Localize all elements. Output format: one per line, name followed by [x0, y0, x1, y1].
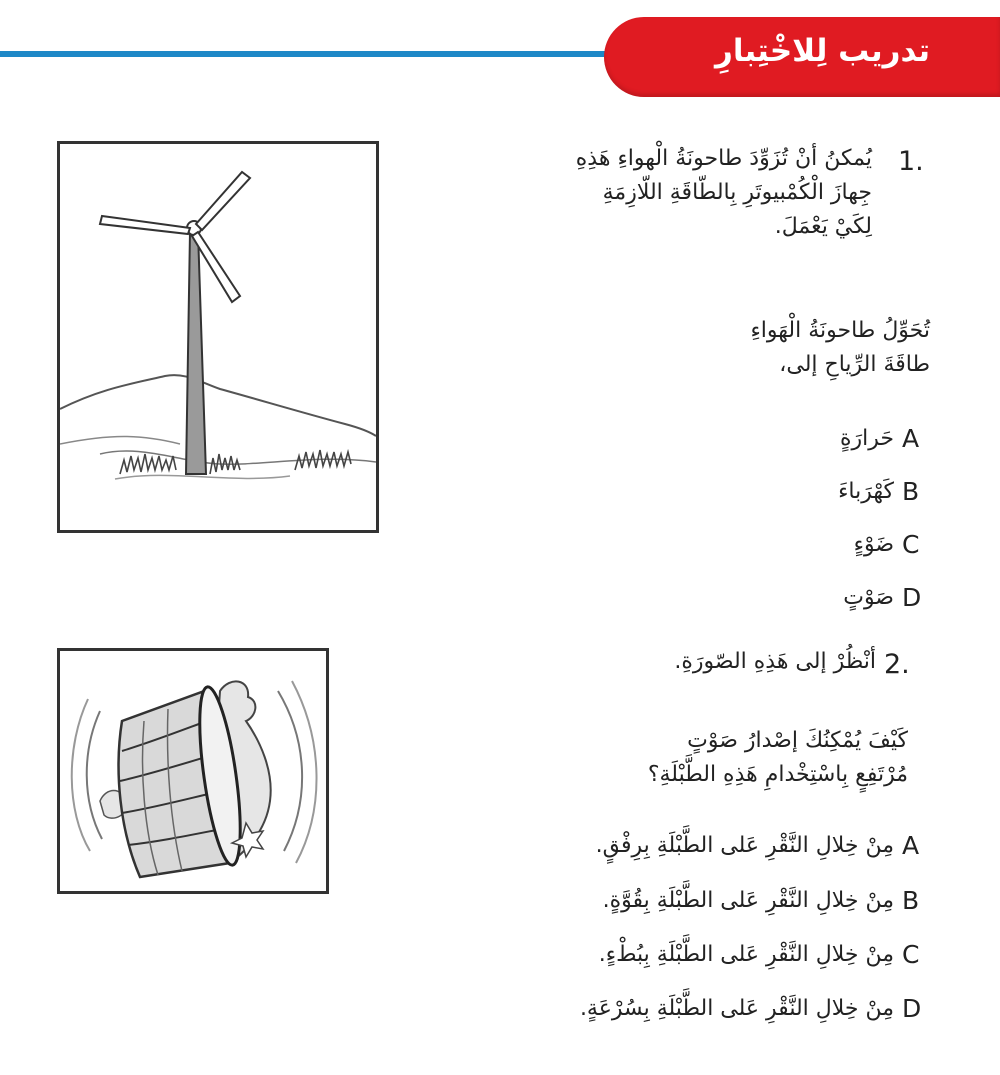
- option-letter: D: [902, 993, 922, 1023]
- question-2-option-d[interactable]: [580, 991, 928, 1025]
- question-1-option-b[interactable]: [838, 474, 928, 508]
- question-2-option-c[interactable]: [599, 937, 928, 971]
- question-1-number: 1.: [898, 146, 924, 177]
- question-2-option-a[interactable]: [596, 828, 928, 862]
- option-letter: B: [902, 476, 920, 506]
- question-2-prompt: [648, 724, 908, 792]
- wind-turbine-figure: [57, 141, 379, 533]
- option-letter: A: [902, 423, 920, 453]
- drum-figure: [57, 648, 329, 894]
- page-title: تدريب لِلاخْتِبارِ: [715, 33, 930, 69]
- question-2-option-b[interactable]: [603, 883, 928, 917]
- option-text: مِنْ خِلالِ النَّقْرِ عَلى الطَّبْلَةِ بِرِفْقٍ.: [595, 832, 894, 858]
- drum-icon: [60, 651, 326, 891]
- option-text: مِنْ خِلالِ النَّقْرِ عَلى الطَّبْلَةِ بِسُرْعَةٍ.: [579, 995, 894, 1021]
- question-1-option-c[interactable]: [854, 527, 928, 561]
- question-1-prompt-line: طاقَةَ الرِّياحِ إلى،: [779, 352, 930, 377]
- question-1-stem-line: يُمكنُ أنْ تُزَوِّدَ طاحونَةُ الْهواءِ هَذِهِ: [575, 146, 872, 171]
- option-letter: A: [902, 830, 920, 860]
- question-1-prompt-line: تُحَوِّلُ طاحونَةُ الْهَواءِ: [750, 318, 930, 343]
- question-2-number: 2.: [884, 649, 910, 680]
- option-text: صَوْتٍ: [843, 584, 894, 610]
- question-1-stem-line: لِكَيْ يَعْمَلَ.: [774, 214, 872, 239]
- question-2-stem-line: أنْظُرْ إلى هَذِهِ الصّورَةِ.: [674, 649, 876, 674]
- option-letter: D: [902, 582, 922, 612]
- question-1-stem: [576, 142, 872, 244]
- question-2-prompt-line: مُرْتَفِعٍ بِاسْتِخْدامِ هَذِهِ الطَّبْلَةِ؟: [647, 762, 908, 787]
- option-letter: C: [902, 939, 920, 969]
- question-1-option-a[interactable]: [840, 421, 928, 455]
- wind-turbine-icon: [60, 144, 376, 530]
- option-text: مِنْ خِلالِ النَّقْرِ عَلى الطَّبْلَةِ بِبُطْءٍ.: [598, 941, 894, 967]
- header-banner: [604, 17, 1000, 97]
- header-rule-line: [0, 51, 660, 57]
- question-1-stem-line: جِهازَ الْكُمْبيوتَرِ بِالطّاقَةِ اللّازِمَةِ: [602, 180, 872, 205]
- option-text: مِنْ خِلالِ النَّقْرِ عَلى الطَّبْلَةِ بِقُوَّةٍ.: [602, 887, 894, 913]
- option-text: كَهْرَباءَ: [838, 478, 894, 504]
- option-letter: B: [902, 885, 920, 915]
- question-2-prompt-line: كَيْفَ يُمْكِنُكَ إصْدارُ صَوْتٍ: [687, 728, 908, 753]
- option-text: ضَوْءٍ: [853, 531, 894, 557]
- option-text: حَرارَةٍ: [839, 425, 894, 451]
- option-letter: C: [902, 529, 920, 559]
- question-1-option-d[interactable]: [843, 580, 928, 614]
- question-1-prompt: [750, 314, 930, 382]
- question-2-stem: [674, 645, 876, 679]
